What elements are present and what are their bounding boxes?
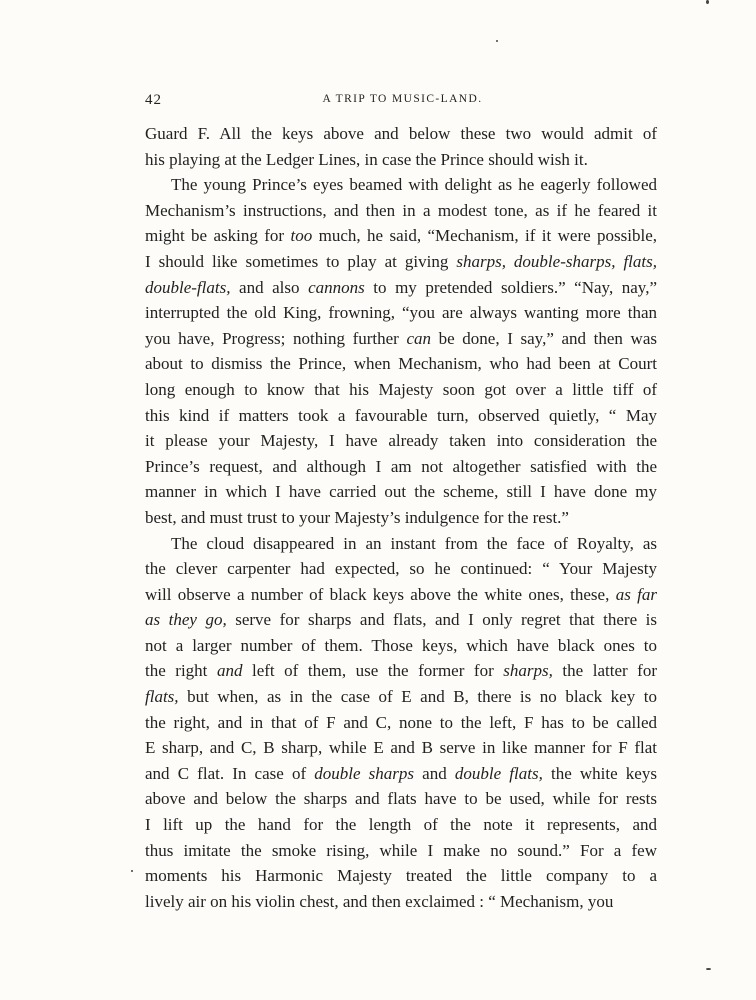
text-line [145, 582, 657, 608]
text-run: and also [230, 277, 309, 297]
text-run: and C flat. In case of [145, 763, 315, 783]
text-run: thus imitate the smoke rising, while I make no sound.” For a few [145, 840, 657, 860]
text-line [145, 710, 657, 736]
text-line [145, 198, 657, 224]
text-run: not a larger number of them. Those keys, which have black ones to [145, 635, 657, 655]
text-line [145, 812, 657, 838]
text-line [145, 121, 657, 147]
text-line [145, 889, 657, 915]
text-run: the latter for [552, 661, 658, 681]
text-line [145, 556, 657, 582]
italic-text: double sharps [314, 763, 415, 783]
text-line [145, 249, 657, 275]
text-run: and [414, 763, 455, 783]
italic-text: as far [615, 584, 657, 604]
italic-text: sharps, double-sharps, flats, [456, 251, 657, 271]
text-line [145, 479, 657, 505]
text-line [145, 275, 657, 301]
text-run: the clever carpenter had expected, so he continued: “ Your Majesty [145, 559, 657, 579]
text-run: I should like sometimes to play at giving [145, 251, 457, 271]
text-run: to my pretended soldiers.” “Nay, nay,” [364, 277, 657, 297]
text-run: above and below the sharps and flats have to be used, while for rests [145, 789, 657, 809]
paper-speck [706, 0, 709, 4]
page-number: 42 [145, 92, 162, 108]
text-line [145, 147, 657, 173]
text-run: moments his Harmonic Majesty treated the little company to a [145, 866, 657, 886]
text-line [145, 633, 657, 659]
text-line [145, 761, 657, 787]
text-line [145, 863, 657, 889]
text-line [145, 684, 657, 710]
text-run: left of them, use the former for [242, 661, 504, 681]
text-line [145, 454, 657, 480]
text-run: might be asking for [145, 226, 291, 246]
text-run: this kind if matters took a favourable turn, observed quietly, “ May [145, 405, 657, 425]
text-line [145, 403, 657, 429]
text-run: the white keys [542, 763, 657, 783]
text-line [145, 300, 657, 326]
text-run: long enough to know that his Majesty soon got over a little tiff of [145, 379, 657, 399]
text-line [145, 607, 657, 633]
text-run: manner in which I have carried out the scheme, still I have done my [145, 482, 657, 502]
text-run: Guard F. All the keys above and below these two would admit of [145, 124, 657, 143]
text-line [145, 223, 657, 249]
text-run: the right, and in that of F and C, none to the left, F has to be called [145, 712, 657, 732]
text-line [145, 172, 657, 198]
body-text [145, 121, 657, 914]
running-title: A TRIP TO MUSIC-LAND. [322, 93, 483, 105]
italic-text: flats, [145, 687, 179, 707]
text-run: about to dismiss the Prince, when Mechanism, who had been at Court [145, 354, 657, 374]
italic-text: sharps, [503, 661, 553, 681]
text-line [145, 377, 657, 403]
text-run: much, he said, “Mechanism, if it were possible, [312, 226, 658, 246]
text-line [145, 735, 657, 761]
text-run: E sharp, and C, B sharp, while E and B serve in like manner for F flat [145, 738, 657, 758]
italic-text: cannons [308, 277, 365, 297]
paper-speck [496, 40, 498, 42]
text-line [145, 505, 657, 531]
text-run: serve for sharps and flats, and I only regret that there is [226, 610, 657, 630]
running-head [145, 92, 660, 112]
text-line [145, 838, 657, 864]
text-run: the right [145, 661, 217, 681]
text-run: Prince’s request, and although I am not altogether satisfied with the [145, 456, 657, 476]
text-line [145, 786, 657, 812]
text-line [145, 351, 657, 377]
text-line [145, 428, 657, 454]
text-run: Mechanism’s instructions, and then in a modest tone, as if he feared it [145, 200, 657, 220]
text-run: his playing at the Ledger Lines, in case the Prince should wish it. [145, 149, 588, 169]
paper-speck [706, 968, 711, 970]
text-run: interrupted the old King, frowning, “you are always wanting more than [145, 303, 657, 323]
italic-text: double-flats, [145, 277, 231, 297]
text-line [145, 658, 657, 684]
paper-speck [131, 870, 133, 872]
italic-text: as they go, [145, 610, 227, 630]
italic-text: double flats, [454, 763, 543, 783]
italic-text: and [216, 661, 243, 681]
text-line [145, 531, 657, 557]
italic-text: too [290, 226, 313, 246]
text-run: be done, I say,” and then was [431, 328, 657, 348]
text-run: it please your Majesty, I have already taken into consideration the [145, 431, 657, 451]
text-line [145, 326, 657, 352]
italic-text: can [406, 328, 431, 348]
text-run: but when, as in the case of E and B, there is no black key to [178, 687, 657, 707]
text-run: you have, Progress; nothing further [145, 328, 407, 348]
text-run: will observe a number of black keys above the white ones, these, [145, 584, 616, 604]
text-run: lively air on his violin chest, and then exclaimed : “ Mechanism, you [145, 891, 614, 911]
text-run: The young Prince’s eyes beamed with delight as he eagerly followed [171, 175, 657, 195]
text-run: best, and must trust to your Majesty’s indulgence for the rest.” [145, 507, 569, 527]
text-run: I lift up the hand for the length of the note it represents, and [145, 815, 657, 835]
text-run: The cloud disappeared in an instant from the face of Royalty, as [171, 533, 657, 553]
